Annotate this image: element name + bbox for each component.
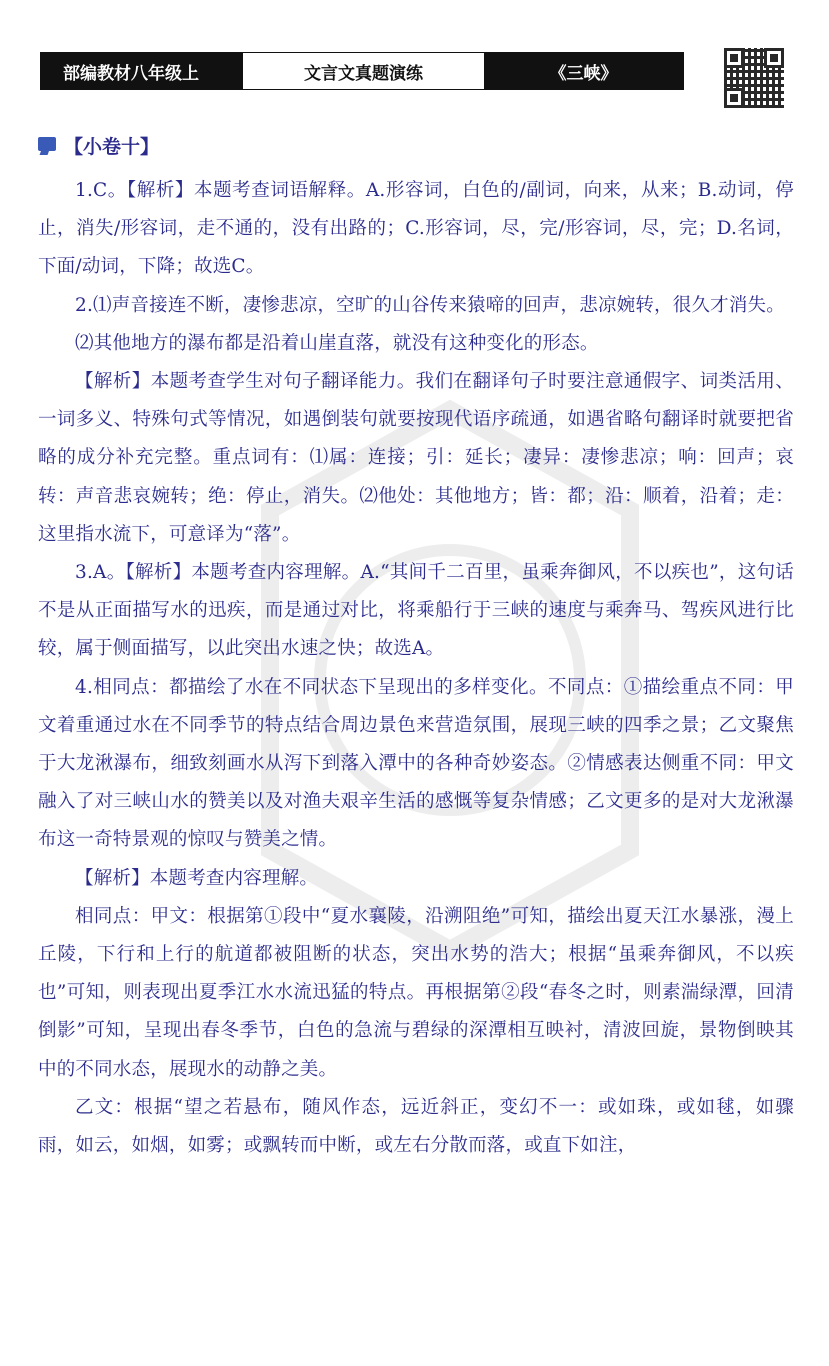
answer-paragraph-4: 3.A。【解析】本题考查内容理解。A.“其间千二百里，虽乘奔御风，不以疾也”，这句话不是从正面描写水的迅疾，而是通过对比，将乘船行于三峡的速度与乘奔马、驾疾风进行比较，属于侧面描写，以此突出水速之快；故选A。	[38, 562, 794, 660]
answer-content	[38, 172, 794, 1165]
answer-paragraph-5: 4.相同点：都描绘了水在不同状态下呈现出的多样变化。不同点：①描绘重点不同：甲文着重通过水在不同季节的特点结合周边景色来营造氛围，展现三峡的四季之景；乙文聚焦于大龙湫瀑布，细致刻画水从泻下到落入潭中的各种奇妙姿态。②情感表达侧重不同：甲文融入了对三峡山水的赞美以及对渔夫艰辛生活的感慨等复杂情感；乙文更多的是对大龙湫瀑布这一奇特景观的惊叹与赞美之情。	[38, 676, 794, 851]
analysis-paragraph-jia: 相同点：甲文：根据第①段中“夏水襄陵，沿溯阻绝”可知，描绘出夏天江水暴涨，漫上丘陵，下行和上行的航道都被阻断的状态，突出水势的浩大；根据“虽乘奔御风，不以疾也”可知，则表现出夏季江水水流迅猛的特点。再根据第②段“春冬之时，则素湍绿潭，回清倒影”可知，呈现出春冬季节，白色的急流与碧绿的深潭相互映衬，清波回旋，景物倒映其中的不同水态，展现水的动静之美。	[38, 905, 794, 1080]
analysis-paragraph-2: 【解析】本题考查学生对句子翻译能力。我们在翻译句子时要注意通假字、词类活用、一词多义、特殊句式等情况，如遇倒装句就要按现代语序疏通，如遇省略句翻译时就要把省略的成分补充完整。重点词有：⑴属：连接；引：延长；凄异：凄惨悲凉；响：回声；哀转：声音悲哀婉转；绝：停止，消失。⑵他处：其他地方；皆：都；沿：顺着，沿着；走：这里指水流下，可意译为“落”。	[38, 371, 794, 545]
answer-paragraph-3: ⑵其他地方的瀑布都是沿着山崖直落，就没有这种变化的形态。	[75, 332, 599, 354]
answer-paragraph-1: 1.C。【解析】本题考查词语解释。A.形容词，白色的/副词，向来，从来；B.动词，停止，消失/形容词，走不通的，没有出路的；C.形容词，尽，完/形容词，尽，完；D.名词，下面/动词，下降；故选C。	[38, 180, 794, 278]
qr-code-icon[interactable]	[724, 48, 784, 108]
analysis-paragraph-4: 【解析】本题考查内容理解。	[75, 867, 319, 889]
header-grade-label: 部编教材八年级上	[41, 53, 243, 89]
bookmark-icon	[38, 137, 58, 155]
answer-paragraph-2: 2.⑴声音接连不断，凄惨悲凉，空旷的山谷传来猿啼的回声，悲凉婉转，很久才消失。	[75, 294, 785, 316]
header-lesson-label: 《三峡》	[484, 53, 683, 89]
analysis-paragraph-yi: 乙文：根据“望之若悬布，随风作态，远近斜正，变幻不一：或如珠，或如毬，如骤雨，如云，如烟，如雾；或飘转而中断，或左右分散而落，或直下如注，	[38, 1096, 794, 1157]
header-bar	[40, 52, 684, 90]
section-heading	[38, 132, 159, 159]
header-topic-label: 文言文真题演练	[243, 53, 484, 89]
section-title: 【小卷十】	[64, 136, 160, 158]
